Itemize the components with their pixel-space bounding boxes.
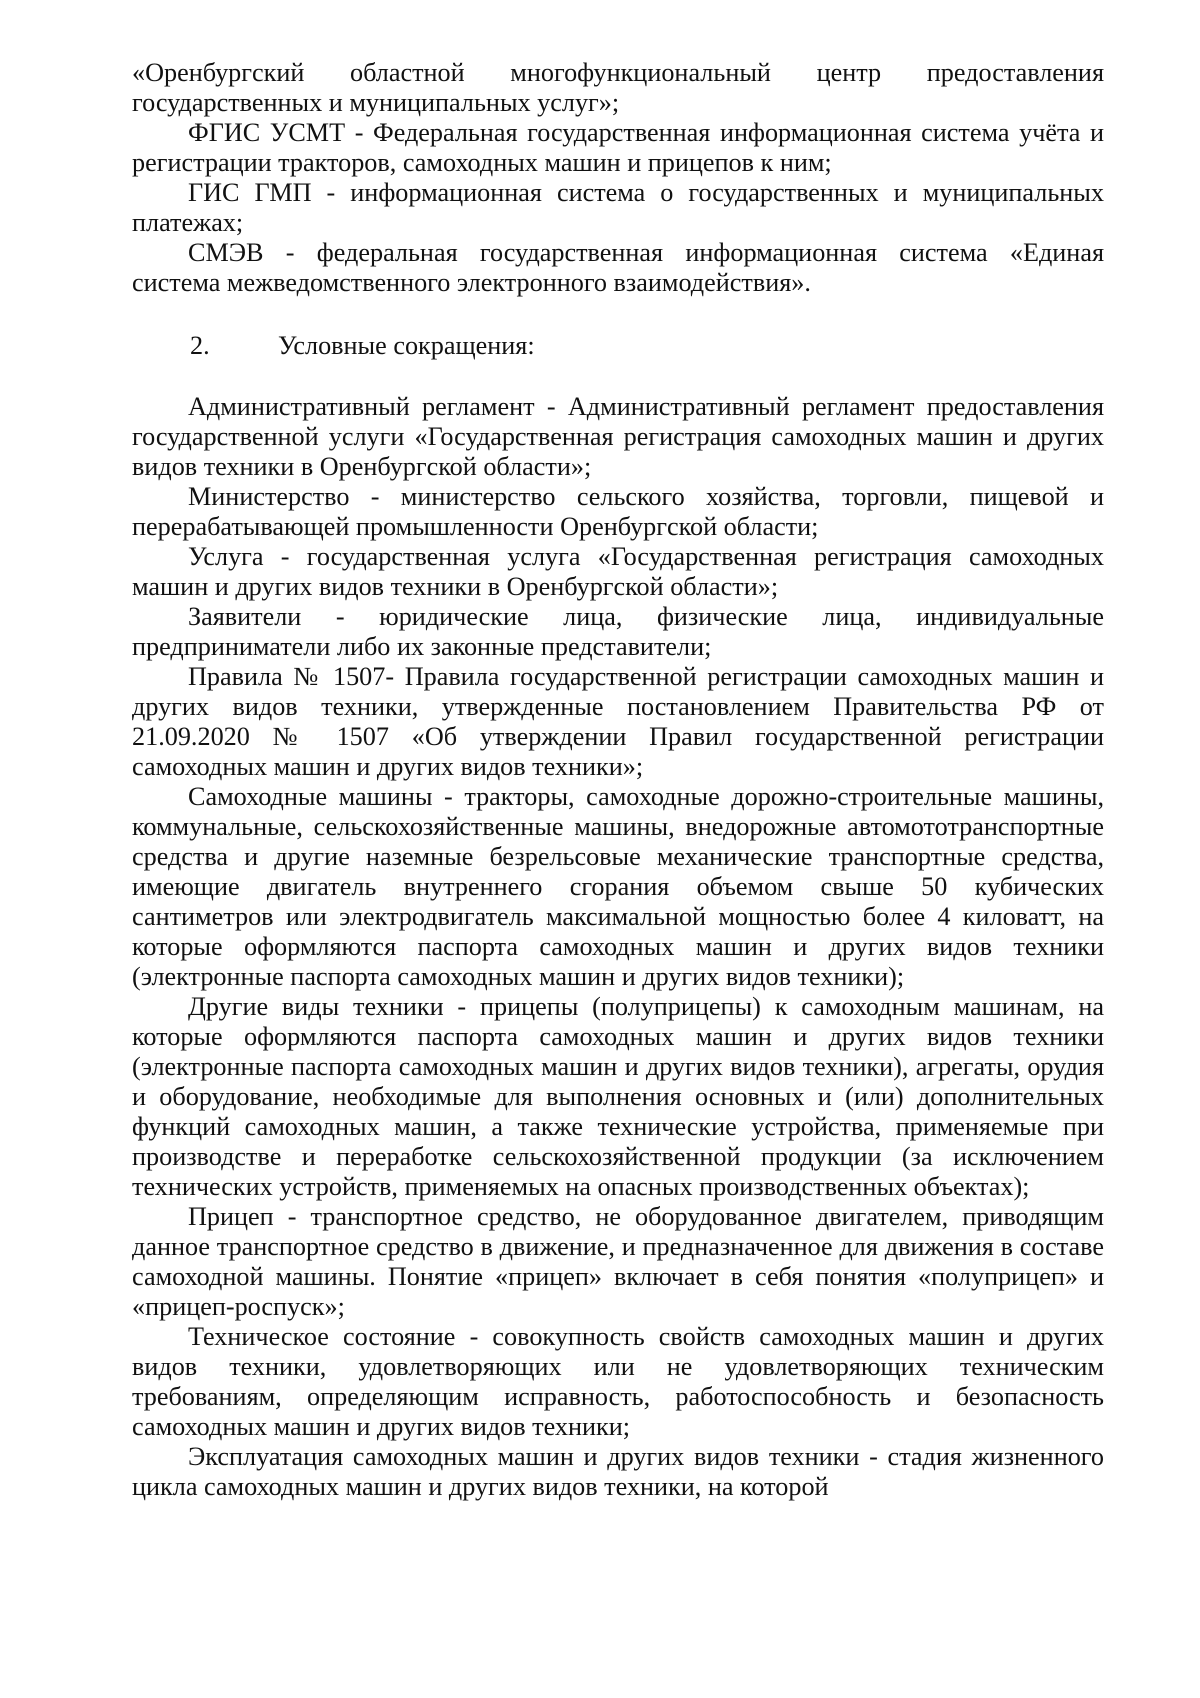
- section-title: Условные сокращения:: [278, 331, 535, 360]
- paragraph-smev: СМЭВ - федеральная государственная информационная система «Единая система межведомственного электронного взаимодействия».: [132, 238, 1104, 297]
- section-number: 2.: [190, 331, 210, 360]
- definition-trailer: Прицеп - транспортное средство, не оборудованное двигателем, приводящим данное транспортное средство в движение, и предназначенное для движения в составе самоходной машины. Понятие «прицеп» включает в себя понятия «полуприцеп» и «прицеп-роспуск»;: [132, 1202, 1104, 1321]
- paragraph-mfc-continuation: «Оренбургский областной многофункциональный центр предоставления государственных и муниципальных услуг»;: [132, 58, 1104, 117]
- definition-rules-1507: Правила № 1507- Правила государственной регистрации самоходных машин и других видов техники, утвержденные постановлением Правительства РФ от 21.09.2020 № 1507 «Об утверждении Правил государственной регистрации самоходных машин и других видов техники»;: [132, 662, 1104, 781]
- paragraph-gis-gmp: ГИС ГМП - информационная система о государственных и муниципальных платежах;: [132, 178, 1104, 237]
- definition-other-equipment: Другие виды техники - прицепы (полуприцепы) к самоходным машинам, на которые оформляются паспорта самоходных машин и других видов техники (электронные паспорта самоходных машин и других видов техники), агрегаты, орудия и оборудование, необходимые для выполнения основных и (или) дополнительных функций самоходных машин, а также технические устройства, применяемые при производстве и переработке сельскохозяйственной продукции (за исключением технических устройств, применяемых на опасных производственных объектах);: [132, 992, 1104, 1201]
- definition-applicants: Заявители - юридические лица, физические лица, индивидуальные предприниматели либо их законные представители;: [132, 602, 1104, 661]
- abbreviations-list: [132, 392, 1104, 1502]
- paragraph-fgis-usmt: ФГИС УСМТ - Федеральная государственная информационная система учёта и регистрации тракторов, самоходных машин и прицепов к ним;: [132, 118, 1104, 177]
- definition-technical-condition: Техническое состояние - совокупность свойств самоходных машин и других видов техники, удовлетворяющих или не удовлетворяющих техническим требованиям, определяющим исправность, работоспособность и безопасность самоходных машин и других видов техники;: [132, 1322, 1104, 1441]
- definition-service: Услуга - государственная услуга «Государственная регистрация самоходных машин и других видов техники в Оренбургской области»;: [132, 542, 1104, 601]
- definition-operation: Эксплуатация самоходных машин и других видов техники - стадия жизненного цикла самоходных машин и других видов техники, на которой: [132, 1442, 1104, 1501]
- intro-definitions: [132, 58, 1104, 298]
- section-heading: [190, 331, 535, 361]
- definition-admin-regulation: Административный регламент - Административный регламент предоставления государственной услуги «Государственная регистрация самоходных машин и других видов техники в Оренбургской области»;: [132, 392, 1104, 481]
- definition-ministry: Министерство - министерство сельского хозяйства, торговли, пищевой и перерабатывающей промышленности Оренбургской области;: [132, 482, 1104, 541]
- definition-self-propelled-machines: Самоходные машины - тракторы, самоходные дорожно-строительные машины, коммунальные, сельскохозяйственные машины, внедорожные автомототранспортные средства и другие наземные безрельсовые механические транспортные средства, имеющие двигатель внутреннего сгорания объемом свыше 50 кубических сантиметров или электродвигатель максимальной мощностью более 4 киловатт, на которые оформляются паспорта самоходных машин и других видов техники (электронные паспорта самоходных машин и других видов техники);: [132, 782, 1104, 991]
